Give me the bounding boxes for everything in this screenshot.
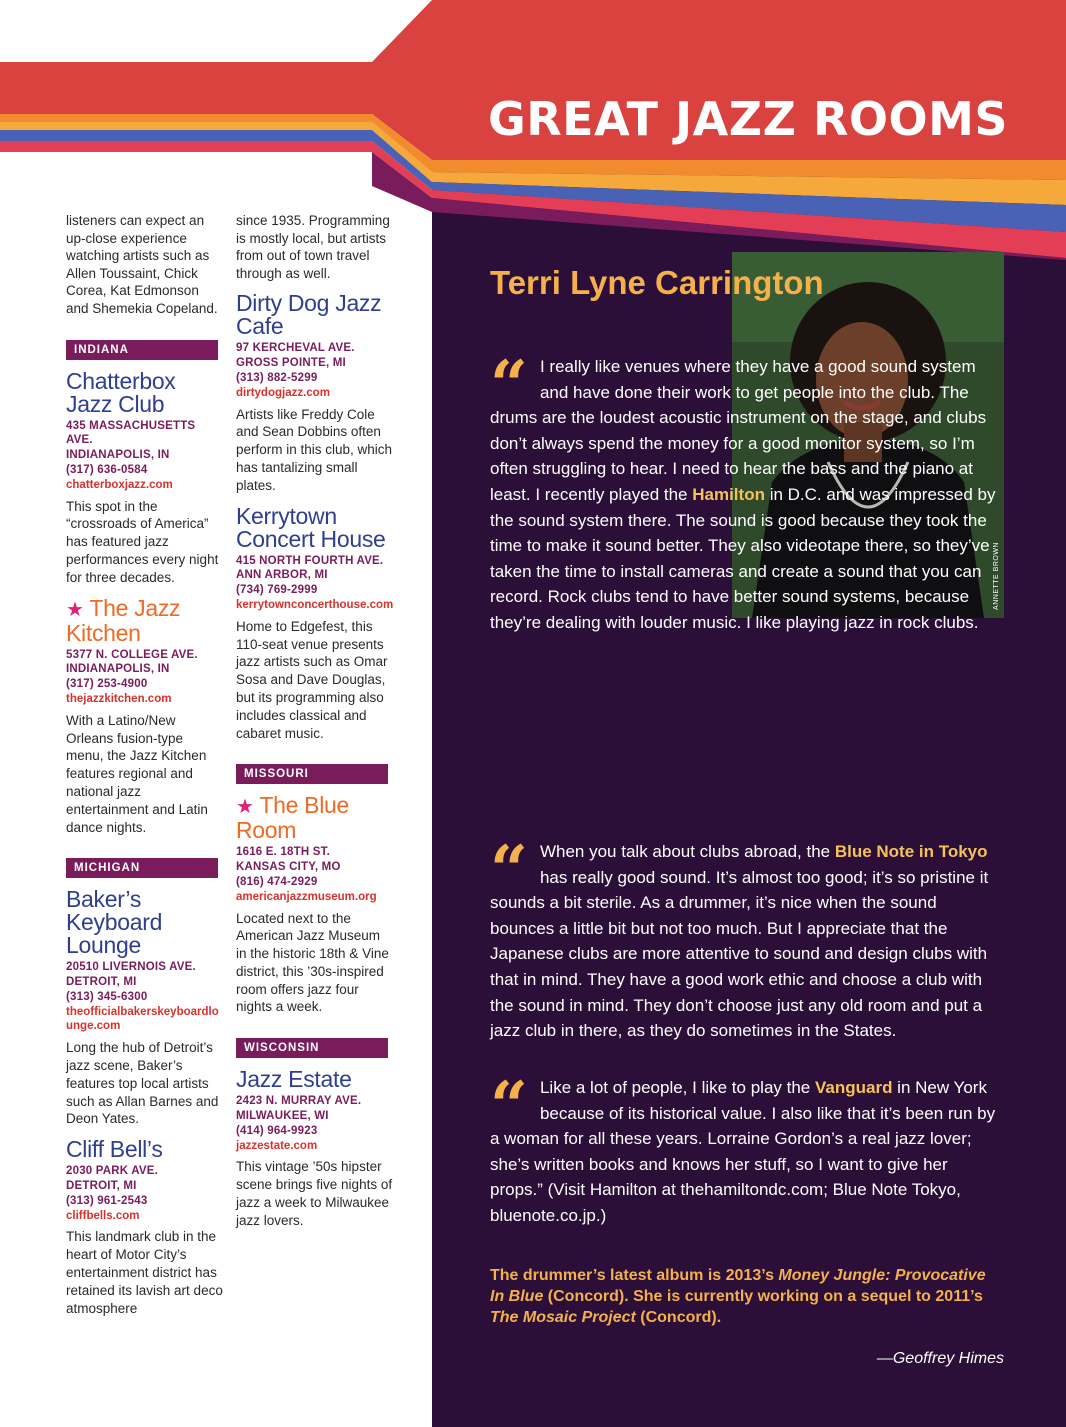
venue-description: This landmark club in the heart of Motor City’s entertainment district has retained its lavish art deco atmosphere [66,1229,223,1316]
venue-city: ANN ARBOR, MI [236,569,328,582]
venue-city: MILWAUKEE, WI [236,1110,329,1123]
bio-text: (Concord). She is currently working on a sequel to 2011’s [543,1288,983,1305]
venue-description: Located next to the American Jazz Museum in the historic 18th & Vine district, this ’30s-inspired room offers jazz four nights a week. [236,910,389,1015]
venue-name: Dirty Dog Jazz Cafe [236,290,382,340]
venue-entry [66,594,224,837]
quote-text: When you talk about clubs abroad, the [539,842,835,861]
venue-highlight: Hamilton [692,484,765,504]
star-icon: ★ [236,796,254,819]
venue-description: This vintage ’50s hipster scene brings five nights of jazz a week to Milwaukee jazz lovers. [236,1159,393,1228]
star-icon: ★ [66,598,84,621]
venue-phone: (313) 882-5299 [236,371,318,384]
continued-text: listeners can expect an up-close experience watching artists such as Allen Toussaint, Chick Corea, Kat Edmonson and Shemekia Copeland. [66,213,218,316]
venue-website-link[interactable]: jazzestate.com [236,1139,318,1152]
venue-description: This spot in the “crossroads of America” has featured jazz performances every night for three decades. [66,498,219,585]
venue-address: 415 NORTH FOURTH AVE. [236,554,384,567]
venue-description: Artists like Freddy Cole and Sean Dobbins often perform in this club, which has tantalizing small plates. [236,406,393,493]
venue-description: Long the hub of Detroit’s jazz scene, Baker’s features top local artists such as Allan Barnes and Deon Yates. [66,1040,219,1127]
venue-city: INDIANAPOLIS, IN [66,663,170,676]
venue-name: Chatterbox Jazz Club [66,367,176,417]
quote-mark-icon: “ [490,346,528,424]
venue-entry [66,1138,224,1317]
venue-website-link[interactable]: kerrytownconcerthouse.com [236,598,394,611]
profile-name: Terri Lyne Carrington [490,264,824,301]
venue-entry [66,888,224,1128]
venue-website-link[interactable]: americanjazzmuseum.org [236,890,377,903]
quote-3 [490,1067,1005,1229]
venue-city: GROSS POINTE, MI [236,357,346,370]
photo-credit: ANNETTE BROWN [993,542,1000,610]
venue-name: Jazz Estate [236,1066,352,1093]
quote-text: I really like venues where they have a good sound system and have done their work to get people into the club. The drums are the loudest acoustic instrument on the stage, and clubs don’t always spend the money for a good monitor system, so I’m often struggling to hear. I need to hear the bass and the piano at least. I recently played the [490,357,987,504]
venue-name-text: The Blue Room [236,792,349,844]
venue-highlight: Blue Note in Tokyo [834,842,988,861]
listings-column-middle [236,212,394,1230]
quote-1 [490,346,1005,636]
venue-entry [236,502,394,743]
venue-city: DETROIT, MI [66,976,137,989]
author-byline: —Geoffrey Himes [876,1350,1004,1367]
venue-website-link[interactable]: cliffbells.com [66,1209,140,1222]
bio-text: (Concord). [635,1309,722,1326]
venue-city: KANSAS CITY, MO [236,861,341,874]
venue-phone: (317) 253-4900 [66,678,148,691]
venue-entry [236,292,394,494]
state-header-indiana: INDIANA [66,340,218,360]
venue-phone: (313) 345-6300 [66,990,148,1003]
venue-name: Kerrytown Concert House [236,502,386,552]
venue-address: 5377 N. COLLEGE AVE. [66,648,198,661]
venue-address: 2423 N. MURRAY AVE. [236,1095,362,1108]
continued-text: since 1935. Programming is mostly local, but artists from out of town travel through as well. [236,213,390,281]
venue-entry [66,367,224,587]
quote-mark-icon: “ [490,1067,528,1145]
album-title: Money Jungle: Provocative In Blue [490,1267,986,1305]
venue-name-text: The Jazz Kitchen [66,594,181,646]
venue-address: 97 KERCHEVAL AVE. [236,342,355,355]
state-header-missouri: MISSOURI [236,764,388,784]
venue-phone: (317) 636-0584 [66,463,148,476]
listings-column-left [66,212,224,1317]
venue-phone: (313) 961-2543 [66,1194,148,1207]
quote-text: in New York because of its historical value. I also like that it’s been run by a woman for all these years. Lorraine Gordon’s a real jazz lover; she’s written books and knows her stuff, so I want to give her props.” (Visit Hamilton at thehamiltondc.com; Blue Note Tokyo, bluenote.co.jp.) [490,1078,996,1225]
venue-address: 2030 PARK AVE. [66,1165,159,1178]
bio-note [490,1265,990,1328]
bio-text: The drummer’s latest album is 2013’s [490,1267,779,1284]
state-header-wisconsin: WISCONSIN [236,1038,388,1058]
venue-name: Cliff Bell’s [66,1136,163,1163]
venue-website-link[interactable]: theofficialbakerskeyboardlounge.com [66,1005,219,1033]
venue-address: 435 MASSACHUSETTS AVE. [66,419,196,447]
venue-city: DETROIT, MI [66,1180,137,1193]
page-headline: GREAT JAZZ ROOMS [488,92,1008,146]
venue-address: 1616 E. 18TH ST. [236,846,330,859]
venue-entry [236,1068,394,1229]
venue-name: Baker’s Keyboard Lounge [66,886,163,959]
quote-mark-icon: “ [490,831,528,909]
album-title: The Mosaic Project [490,1309,636,1326]
venue-highlight: Vanguard [814,1078,893,1097]
venue-name [236,794,394,842]
venue-website-link[interactable]: thejazzkitchen.com [66,692,172,705]
quote-text: has really good sound. It’s almost too good; it’s so pristine it sounds a bit sterile. As a drummer, it’s nice when the sound bounces a little bit but not too much. But I appreciate that the Japanese clubs are more attentive to sound and design clubs with that in mind. They have a good work ethic and choose a club with the sound in mind. They don’t choose just any old room and put a jazz club in there, as they do sometimes in the States. [490,867,989,1041]
venue-city: INDIANAPOLIS, IN [66,449,170,462]
venue-website-link[interactable]: dirtydogjazz.com [236,386,330,399]
venue-description: Home to Edgefest, this 110-seat venue presents jazz artists such as Omar Sosa and Dave Douglas, but its programming also includes classical and cabaret music. [236,618,388,741]
venue-phone: (816) 474-2929 [236,875,318,888]
quote-text: Like a lot of people, I like to play the [539,1078,815,1097]
quote-text: in D.C. and was impressed by the sound system there. The sound is good because they took the time to make it sound better. They also videotape there, so they’ve taken the time to install cameras and create a sound that you can record. Rock clubs tend to have better sound systems, because they’re dealing with louder music. I like playing jazz in rock clubs. [490,484,996,632]
venue-address: 20510 LIVERNOIS AVE. [66,961,196,974]
quote-2 [490,831,1005,1044]
venue-website-link[interactable]: chatterboxjazz.com [66,478,173,491]
venue-phone: (734) 769-2999 [236,584,318,597]
venue-entry [236,794,394,1016]
venue-description: With a Latino/New Orleans fusion-type menu, the Jazz Kitchen features regional and national jazz entertainment and Latin dance nights. [66,712,208,835]
venue-phone: (414) 964-9923 [236,1124,318,1137]
state-header-michigan: MICHIGAN [66,858,218,878]
venue-name [66,594,224,646]
